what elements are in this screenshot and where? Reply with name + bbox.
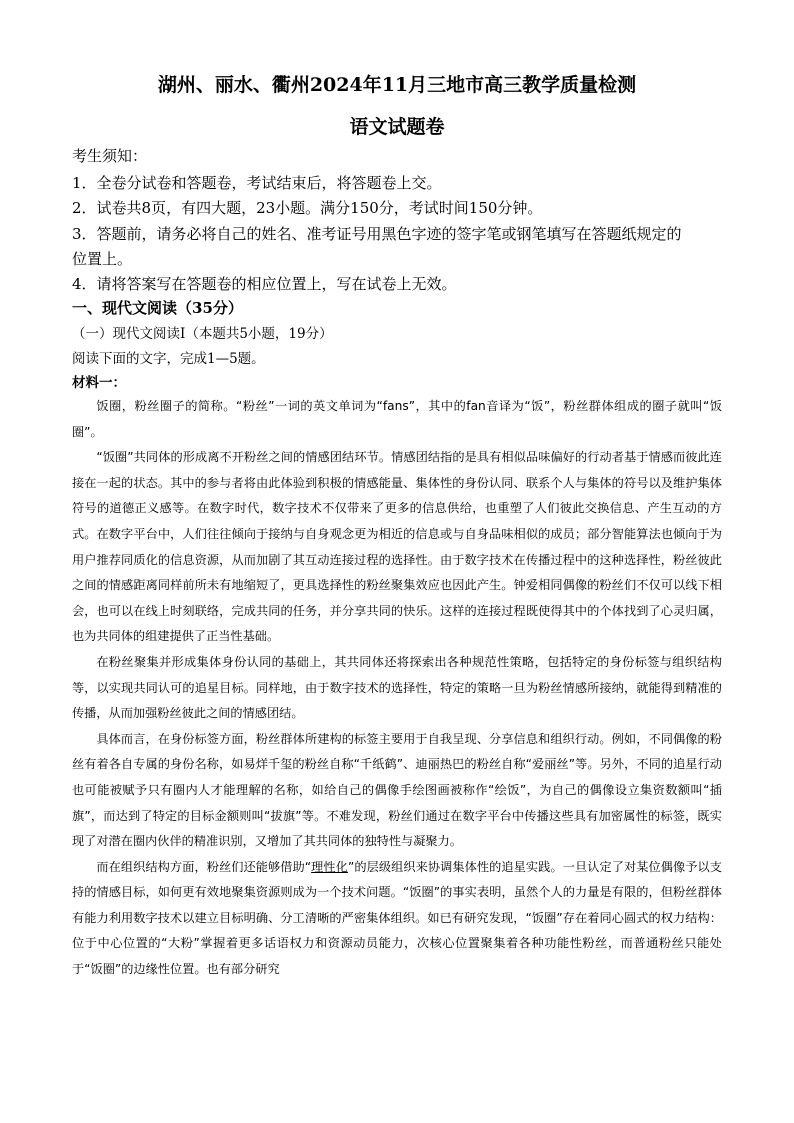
notice-item: 4．请将答案写在答题卷的相应位置上，写在试卷上无效。: [72, 275, 457, 293]
paragraph: “饭圈”共同体的形成离不开粉丝之间的情感团结环节。情感团结指的是具有相似品味偏好的行动者基于情感而彼此连接在一起的状态。其中的参与者将由此体验到积极的情感能量、集体性的身份认同、联系个人与集体的符号以及维护集体符号的道德正义感等。在数字时代，数字技术不仅带来了更多的信息供给，也重塑了人们彼此交换信息、产生互动的方式。在数字平台中，人们往往倾向于接纳与自身观念更为相近的信息或与自身品味相似的成员；部分智能算法也倾向于为用户推荐同质化的信息资源，从而加剧了其互动连接过程的选择性。由于数字技术在传播过程中的这种选择性，粉丝彼此之间的情感距离同样前所未有地缩短了，更具选择性的粉丝聚集效应也因此产生。钟爱相同偶像的粉丝们不仅可以线下相会，也可以在线上时刻联络，完成共同的任务，并分享共同的快乐。这样的连接过程既使得其中的个体找到了心灵归属，也为共同体的组建提供了正当性基础。: [72, 450, 722, 644]
underlined-term: 理性化: [311, 859, 348, 874]
notice-item: 2．试卷共8页，有四大题，23小题。满分150分，考试时间150分钟。: [72, 199, 543, 217]
paragraph: 饭圈，粉丝圈子的简称。“粉丝”一词的英文单词为“fans”，其中的fan音译为“饭”，粉丝群体组成的圈子就叫“饭圈”。: [72, 399, 722, 439]
paragraph: 在粉丝聚集并形成集体身份认同的基础上，其共同体还将探索出各种规范性策略，包括特定的身份标签与组织结构等，以实现共同认可的追星目标。同样地，由于数字技术的选择性，特定的策略一旦为粉丝情感所接纳，就能得到精准的传播，从而加强粉丝彼此之间的情感团结。: [72, 654, 722, 721]
notice-item: 3．答题前，请务必将自己的姓名、准考证号用黑色字迹的签字笔或钢笔填写在答题纸规定的: [72, 225, 682, 243]
notice-heading: 考生须知：: [72, 147, 148, 165]
paragraph-with-underline: 而在组织结构方面，粉丝们还能够借助“理性化”的层级组织来协调集体性的追星实践。一旦认定了对某位偶像予以支持的情感目标，如何更有效地聚集资源则成为一个技术问题。“饭圈”的事实表明，虽然个人的力量是有限的，但粉丝群体有能力利用数字技术以建立目标明确、分工清晰的严密集体组织。如已有研究发现，“饭圈”存在着同心圆式的权力结构：位于中心位置的“大粉”掌握着更多话语权力和资源动员能力，次核心位置聚集着各种功能性粉丝，而普通粉丝只能处于“饭圈”的边缘性位置。也有部分研究: [72, 859, 722, 977]
material-label: 材料一：: [72, 375, 126, 391]
paragraph: 具体而言，在身份标签方面，粉丝群体所建构的标签主要用于自我呈现、分享信息和组织行动。例如，不同偶像的粉丝有着各自专属的身份名称，如易烊千玺的粉丝自称“千纸鹤”、迪丽热巴的粉丝自称“爱丽丝”等。另外，不同的追星行动也可能被赋予只有圈内人才能理解的名称，如给自己的偶像手绘图画被称作“绘饭”，为自己的偶像设立集资数额叫“插旗”，而达到了特定的目标金额则叫“拔旗”等。不难发现，粉丝们通过在数字平台中传播这些具有加密属性的标签，既实现了对潜在圈内伙伴的精准识别，又增加了其共同体的独特性与凝聚力。: [72, 731, 722, 849]
reading-instruction: 阅读下面的文字，完成1—5题。: [72, 351, 265, 367]
notice-item: 位置上。: [72, 250, 133, 268]
article-body: [72, 394, 722, 983]
exam-title: 湖州、丽水、衢州2024年11月三地市高三教学质量检测: [157, 74, 637, 96]
section-heading: 一、现代文阅读（35分）: [72, 299, 243, 317]
subsection-heading: （一）现代文阅读Ⅰ（本题共5小题，19分）: [72, 326, 333, 342]
exam-subtitle: 语文试题卷: [349, 116, 445, 138]
notice-item: 1．全卷分试卷和答题卷，考试结束后，将答题卷上交。: [72, 174, 442, 192]
